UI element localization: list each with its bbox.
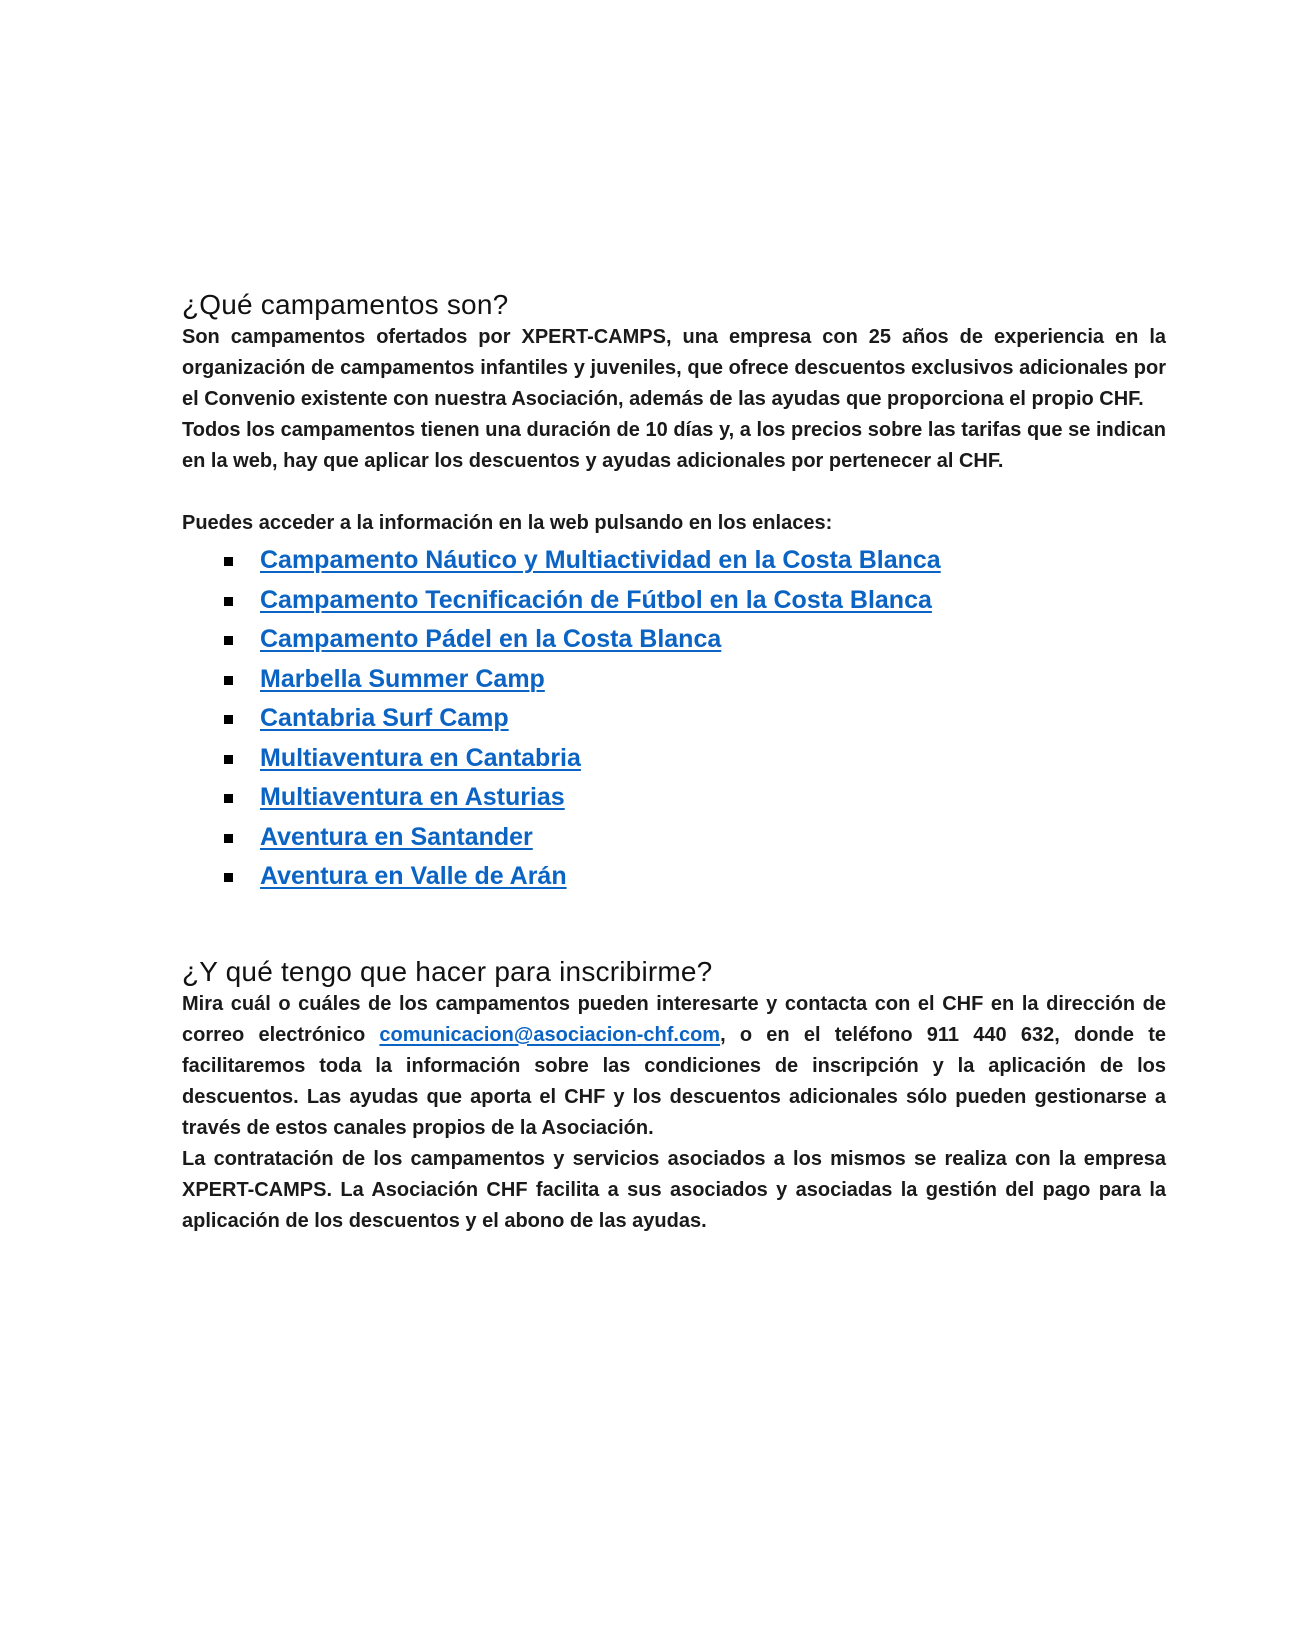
section-heading-how-to-register: ¿Y qué tengo que hacer para inscribirme? (182, 955, 713, 987)
square-bullet-icon (224, 597, 233, 606)
list-item (182, 541, 1166, 581)
section-what-camps (182, 288, 1166, 897)
list-item (182, 818, 1166, 858)
list-item (182, 699, 1166, 739)
camp-link-santander[interactable]: Aventura en Santander (260, 822, 533, 851)
square-bullet-icon (224, 794, 233, 803)
contact-text-after: , o en el teléfono 911 440 632, donde te facilitaremos toda la información sobre las condiciones de inscripción y la aplicación de los descuentos. Las ayudas que aporta el CHF y los descuentos adicionales sólo pueden gestionarse a través de estos canales propios de la Asociación. (182, 1023, 1166, 1139)
camp-link-padel[interactable]: Campamento Pádel en la Costa Blanca (260, 625, 722, 653)
camp-link-nautico[interactable]: Campamento Náutico y Multiactividad en la Costa Blanca (260, 546, 941, 574)
list-item (182, 857, 1166, 897)
camp-link-multiaventura-asturias[interactable]: Multiaventura en Asturias (260, 783, 565, 811)
camp-link-valle-aran[interactable]: Aventura en Valle de Arán (260, 862, 567, 890)
intro-paragraph: Son campamentos ofertados por XPERT-CAMPS, una empresa con 25 años de experiencia en la organización de campamentos infantiles y juveniles, que ofrece descuentos exclusivos adicionales por el Convenio existente con nuestra Asociación, además de las ayudas que proporciona el propio CHF. (182, 326, 1166, 410)
contact-paragraph (182, 989, 1166, 1144)
links-intro-text: Puedes acceder a la información en la web pulsando en los enlaces: (182, 512, 833, 534)
duration-paragraph: Todos los campamentos tienen una duración de 10 días y, a los precios sobre las tarifas que se indican en la web, hay que aplicar los descuentos y ayudas adicionales por pertenecer al CHF. (182, 419, 1166, 472)
square-bullet-icon (224, 557, 233, 566)
camp-link-cantabria-surf[interactable]: Cantabria Surf Camp (260, 704, 509, 732)
contact-text-before: Mira cuál o cuáles de los campamentos pueden interesarte y contacta con el CHF en la dirección de correo electrónico (182, 992, 1166, 1046)
square-bullet-icon (224, 755, 233, 764)
camp-link-futbol[interactable]: Campamento Tecnificación de Fútbol en la Costa Blanca (260, 585, 932, 614)
section-how-to-register (182, 955, 1166, 1237)
square-bullet-icon (224, 636, 233, 645)
email-link[interactable]: comunicacion@asociacion-chf.com (379, 1023, 721, 1046)
list-item (182, 660, 1166, 700)
list-item (182, 739, 1166, 779)
document-page (182, 288, 1166, 1237)
camp-link-multiaventura-cantabria[interactable]: Multiaventura en Cantabria (260, 743, 581, 772)
list-item (182, 778, 1166, 818)
section-heading-what-camps: ¿Qué campamentos son? (182, 289, 509, 320)
square-bullet-icon (224, 834, 233, 843)
square-bullet-icon (224, 873, 233, 882)
list-item (182, 620, 1166, 660)
square-bullet-icon (224, 676, 233, 685)
camp-link-marbella[interactable]: Marbella Summer Camp (260, 664, 545, 693)
list-item (182, 581, 1166, 621)
camp-links-list (182, 541, 1166, 897)
square-bullet-icon (224, 715, 233, 724)
contract-paragraph: La contratación de los campamentos y servicios asociados a los mismos se realiza con la empresa XPERT-CAMPS. La Asociación CHF facilita a sus asociados y asociadas la gestión del pago para la aplicación de los descuentos y el abono de las ayudas. (182, 1147, 1166, 1232)
